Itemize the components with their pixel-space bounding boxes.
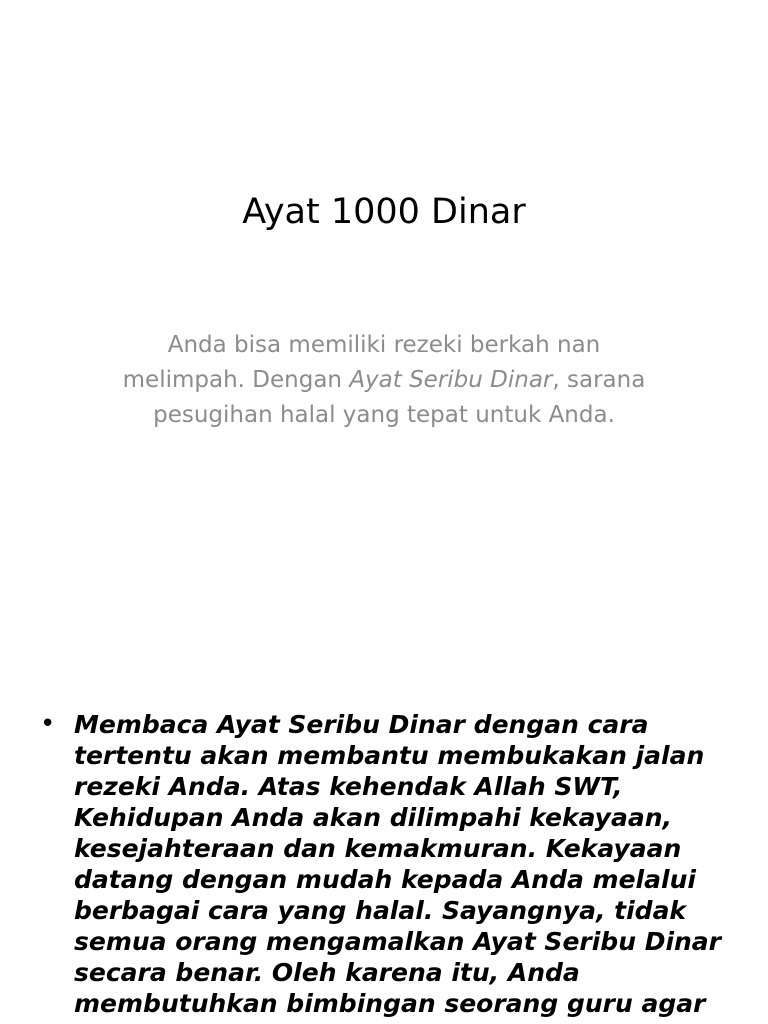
subtitle-text-start: Anda bisa memiliki rezeki berkah nan melimpah. Dengan (122, 332, 601, 393)
slide-subtitle (112, 328, 656, 433)
bullet-point-icon: • (40, 709, 56, 739)
bullet-list (40, 709, 730, 1024)
subtitle-text-end: , sarana pesugihan halal yang tepat untuk Anda. (153, 367, 646, 428)
subtitle-emphasis: Ayat Seribu Dinar (349, 367, 553, 393)
slide-title: Ayat 1000 Dinar (242, 192, 526, 232)
bullet-paragraph: Membaca Ayat Seribu Dinar dengan cara tertentu akan membantu membukakan jalan rezeki Anda. Atas kehendak Allah SWT, Kehidupan Anda akan dilimpahi kekayaan, kesejahteraan dan kemakmuran. Kekayaan datang dengan mudah kepada Anda melalui berbagai cara yang halal. Sayangnya, tidak semua orang mengamalkan Ayat Seribu Dinar secara benar. Oleh karena itu, Anda membutuhkan bimbingan seorang guru agar (74, 710, 722, 1018)
